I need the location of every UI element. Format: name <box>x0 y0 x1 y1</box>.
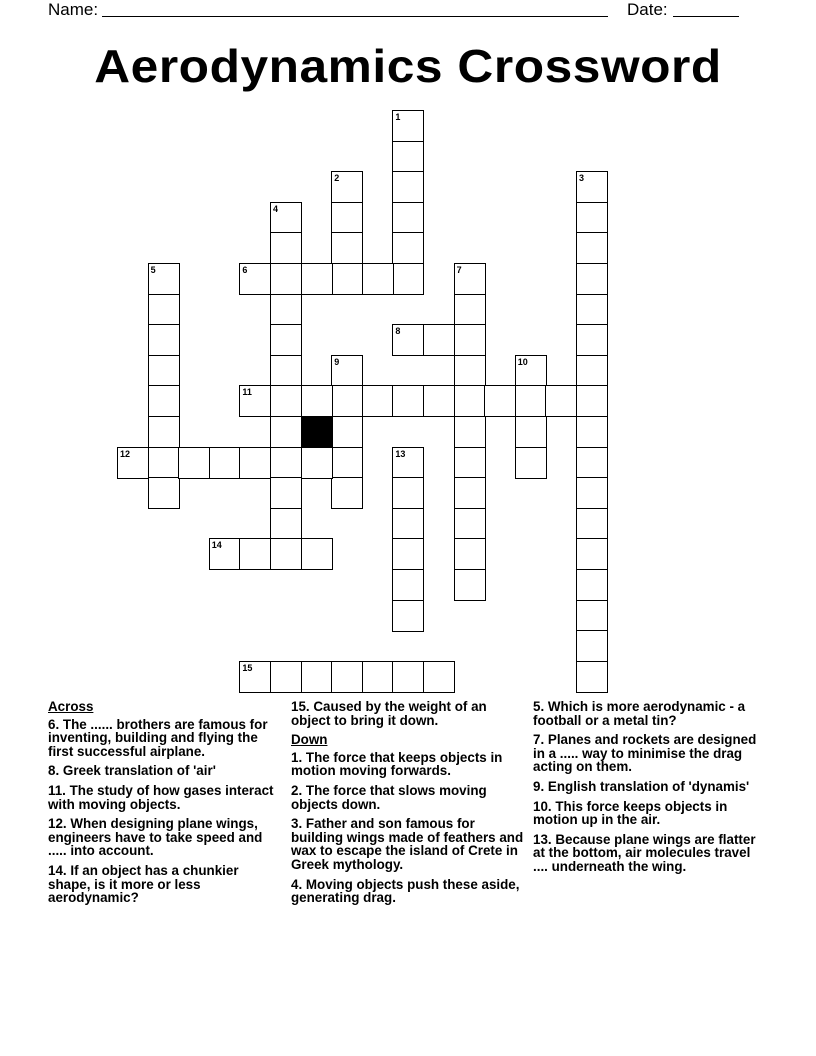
clue-text: English translation of 'dynamis' <box>547 778 750 794</box>
crossword-cell[interactable] <box>148 385 180 417</box>
crossword-cell[interactable] <box>148 416 180 448</box>
crossword-cell[interactable] <box>576 569 608 601</box>
crossword-cell[interactable] <box>301 447 333 479</box>
crossword-cell[interactable] <box>392 477 424 509</box>
clue-across-15 <box>291 700 527 727</box>
crossword-cell[interactable] <box>270 385 302 417</box>
crossword-cell[interactable] <box>148 447 180 479</box>
crossword-cell[interactable] <box>270 661 302 693</box>
clue-text: Planes and rockets are designed in a ..... way to minimise the drag acting on them. <box>533 732 757 775</box>
clue-text: The force that slows moving objects down. <box>291 782 487 812</box>
crossword-cell[interactable] <box>331 416 363 448</box>
clue-text: Greek translation of 'air' <box>62 763 216 779</box>
clue-down-9 <box>533 780 765 794</box>
clue-text: The study of how gases interact with moving objects. <box>48 782 274 812</box>
clue-number: 13. <box>533 831 552 847</box>
crossword-cell[interactable] <box>454 569 486 601</box>
crossword-cell[interactable] <box>331 232 363 264</box>
crossword-cell[interactable] <box>392 569 424 601</box>
crossword-cell[interactable] <box>117 447 149 479</box>
clue-down-13 <box>533 833 765 874</box>
cell-number: 5 <box>150 265 156 275</box>
clue-down-5 <box>533 700 765 727</box>
crossword-cell[interactable] <box>392 324 424 356</box>
crossword-cell[interactable] <box>423 661 455 693</box>
crossword-cell[interactable] <box>423 385 455 417</box>
crossword-cell[interactable] <box>270 538 302 570</box>
crossword-cell[interactable] <box>239 263 271 295</box>
crossword-cell[interactable] <box>392 232 424 264</box>
cell-number: 1 <box>395 112 401 122</box>
crossword-cell[interactable] <box>576 294 608 326</box>
crossword-cell[interactable] <box>392 110 424 142</box>
cell-number: 6 <box>242 265 248 275</box>
crossword-cell[interactable] <box>392 661 424 693</box>
clue-number: 11. <box>48 782 66 798</box>
crossword-cell[interactable] <box>423 324 455 356</box>
black-cell <box>301 416 333 448</box>
crossword-cell[interactable] <box>301 661 333 693</box>
crossword-cell[interactable] <box>515 416 547 448</box>
crossword-cell[interactable] <box>148 324 180 356</box>
crossword-cell[interactable] <box>392 538 424 570</box>
crossword-cell[interactable] <box>239 385 271 417</box>
clue-down-2 <box>291 784 527 811</box>
clue-text: Because plane wings are flatter at the bottom, air molecules travel .... underneath the wing. <box>533 831 756 874</box>
clues-column-1 <box>48 700 284 911</box>
crossword-cell[interactable] <box>209 538 241 570</box>
clue-across-6 <box>48 718 284 759</box>
clue-text: Moving objects push these aside, generating drag. <box>291 876 520 906</box>
crossword-cell[interactable] <box>484 385 516 417</box>
crossword-cell[interactable] <box>239 447 271 479</box>
clue-number: 14. <box>48 862 67 878</box>
crossword-cell[interactable] <box>270 263 302 295</box>
crossword-cell[interactable] <box>270 355 302 387</box>
crossword-cell[interactable] <box>454 385 486 417</box>
crossword-cell[interactable] <box>576 385 608 417</box>
crossword-cell[interactable] <box>392 447 424 479</box>
crossword-cell[interactable] <box>331 171 363 203</box>
crossword-cell[interactable] <box>301 385 333 417</box>
crossword-cell[interactable] <box>148 477 180 509</box>
clue-text: The force that keeps objects in motion moving forwards. <box>291 749 503 779</box>
across-heading: Across <box>48 699 94 714</box>
cell-number: 7 <box>456 265 462 275</box>
crossword-cell[interactable] <box>576 202 608 234</box>
crossword-cell[interactable] <box>454 538 486 570</box>
crossword-cell[interactable] <box>454 263 486 295</box>
cell-number: 2 <box>334 173 340 184</box>
clue-number: 10. <box>533 798 552 814</box>
crossword-cell[interactable] <box>576 538 608 570</box>
clue-across-14 <box>48 864 284 905</box>
crossword-cell[interactable] <box>362 661 394 693</box>
down-heading: Down <box>291 732 328 748</box>
crossword-cell[interactable] <box>576 263 608 295</box>
clue-text: Father and son famous for building wings made of feathers and wax to escape the island of Crete in Greek mythology. <box>291 816 524 872</box>
clue-down-10 <box>533 800 765 827</box>
clue-text: If an object has a chunkier shape, is it more or less aerodynamic? <box>48 862 239 906</box>
crossword-cell[interactable] <box>362 385 394 417</box>
crossword-cell[interactable] <box>392 600 424 632</box>
clue-down-4 <box>291 878 527 905</box>
crossword-cell[interactable] <box>239 661 271 693</box>
crossword-cell[interactable] <box>270 416 302 448</box>
crossword-cell[interactable] <box>301 263 333 295</box>
crossword-cell[interactable] <box>331 202 363 234</box>
crossword-cell[interactable] <box>331 263 363 295</box>
clue-across-8 <box>48 764 284 778</box>
crossword-cell[interactable] <box>576 477 608 509</box>
clue-text: This force keeps objects in motion up in the air. <box>533 798 728 828</box>
cell-number: 11 <box>242 387 252 398</box>
crossword-cell[interactable] <box>454 447 486 479</box>
clue-text: Caused by the weight of an object to bring it down. <box>291 699 487 728</box>
clue-across-11 <box>48 784 284 811</box>
crossword-cell[interactable] <box>576 661 608 693</box>
crossword-cell[interactable] <box>362 263 394 295</box>
crossword-cell[interactable] <box>576 447 608 479</box>
clue-number: 1. <box>291 749 303 765</box>
page-title: Aerodynamics Crossword <box>94 40 722 92</box>
crossword-cell[interactable] <box>454 508 486 540</box>
crossword-cell[interactable] <box>576 232 608 264</box>
crossword-cell[interactable] <box>576 416 608 448</box>
crossword-cell[interactable] <box>270 508 302 540</box>
crossword-cell[interactable] <box>331 447 363 479</box>
cell-number: 15 <box>242 662 253 673</box>
crossword-cell[interactable] <box>454 324 486 356</box>
clue-number: 7. <box>533 732 545 748</box>
clue-number: 8. <box>48 763 60 779</box>
clue-down-3 <box>291 817 527 871</box>
crossword-cell[interactable] <box>331 477 363 509</box>
name-label: Name: <box>48 0 99 19</box>
crossword-cell[interactable] <box>178 447 210 479</box>
clue-number: 3. <box>291 816 303 832</box>
cell-number: 4 <box>273 203 279 214</box>
cell-number: 10 <box>517 356 528 367</box>
crossword-cell[interactable] <box>545 385 577 417</box>
cell-number: 12 <box>120 448 131 459</box>
date-label: Date: <box>627 0 668 19</box>
crossword-cell[interactable] <box>454 355 486 387</box>
crossword-cell[interactable] <box>392 171 424 203</box>
crossword-cell[interactable] <box>454 477 486 509</box>
clue-down-7 <box>533 733 765 774</box>
clue-across-12 <box>48 817 284 858</box>
crossword-cell[interactable] <box>270 324 302 356</box>
crossword-cell[interactable] <box>576 508 608 540</box>
crossword-cell[interactable] <box>331 661 363 693</box>
crossword-cell[interactable] <box>454 416 486 448</box>
crossword-cell[interactable] <box>239 538 271 570</box>
crossword-cell[interactable] <box>331 355 363 387</box>
crossword-cell[interactable] <box>576 630 608 662</box>
crossword-cell[interactable] <box>148 294 180 326</box>
crossword-cell[interactable] <box>209 447 241 479</box>
cell-number: 13 <box>395 448 406 459</box>
crossword-cell[interactable] <box>576 171 608 203</box>
crossword-cell[interactable] <box>270 447 302 479</box>
clue-number: 6. <box>48 716 60 732</box>
crossword-cell[interactable] <box>331 385 363 417</box>
cell-number: 14 <box>211 540 222 551</box>
clue-number: 9. <box>533 778 545 794</box>
crossword-cell[interactable] <box>301 538 333 570</box>
clue-number: 2. <box>291 782 303 798</box>
clue-text: Which is more aerodynamic - a football or a metal tin? <box>533 699 746 728</box>
crossword-cell[interactable] <box>392 141 424 173</box>
crossword-cell[interactable] <box>576 600 608 632</box>
cell-number: 3 <box>579 173 585 184</box>
crossword-cell[interactable] <box>515 355 547 387</box>
clue-number: 12. <box>48 816 67 832</box>
crossword-cell[interactable] <box>454 294 486 326</box>
crossword-cell[interactable] <box>576 355 608 387</box>
cell-number: 8 <box>395 326 401 337</box>
crossword-cell[interactable] <box>270 232 302 264</box>
crossword-cell[interactable] <box>148 355 180 387</box>
crossword-cell[interactable] <box>515 385 547 417</box>
clue-number: 15. <box>291 699 310 714</box>
cell-number: 9 <box>334 356 340 367</box>
clue-text: When designing plane wings, engineers have to take speed and ..... into account. <box>48 816 263 859</box>
clue-text: The ...... brothers are famous for inventing, building and flying the first successful airplane. <box>48 716 268 759</box>
crossword-cell[interactable] <box>270 202 302 234</box>
clue-down-1 <box>291 751 527 778</box>
crossword-cell[interactable] <box>392 385 424 417</box>
crossword-cell[interactable] <box>148 263 180 295</box>
crossword-cell[interactable] <box>576 324 608 356</box>
crossword-cell[interactable] <box>270 477 302 509</box>
crossword-cell[interactable] <box>392 508 424 540</box>
crossword-cell[interactable] <box>392 263 424 295</box>
clues-column-2 <box>291 700 527 911</box>
crossword-cell[interactable] <box>392 202 424 234</box>
crossword-cell[interactable] <box>270 294 302 326</box>
clue-number: 4. <box>291 876 303 892</box>
crossword-cell[interactable] <box>515 447 547 479</box>
clues-column-3 <box>533 700 765 880</box>
clue-number: 5. <box>533 699 545 714</box>
